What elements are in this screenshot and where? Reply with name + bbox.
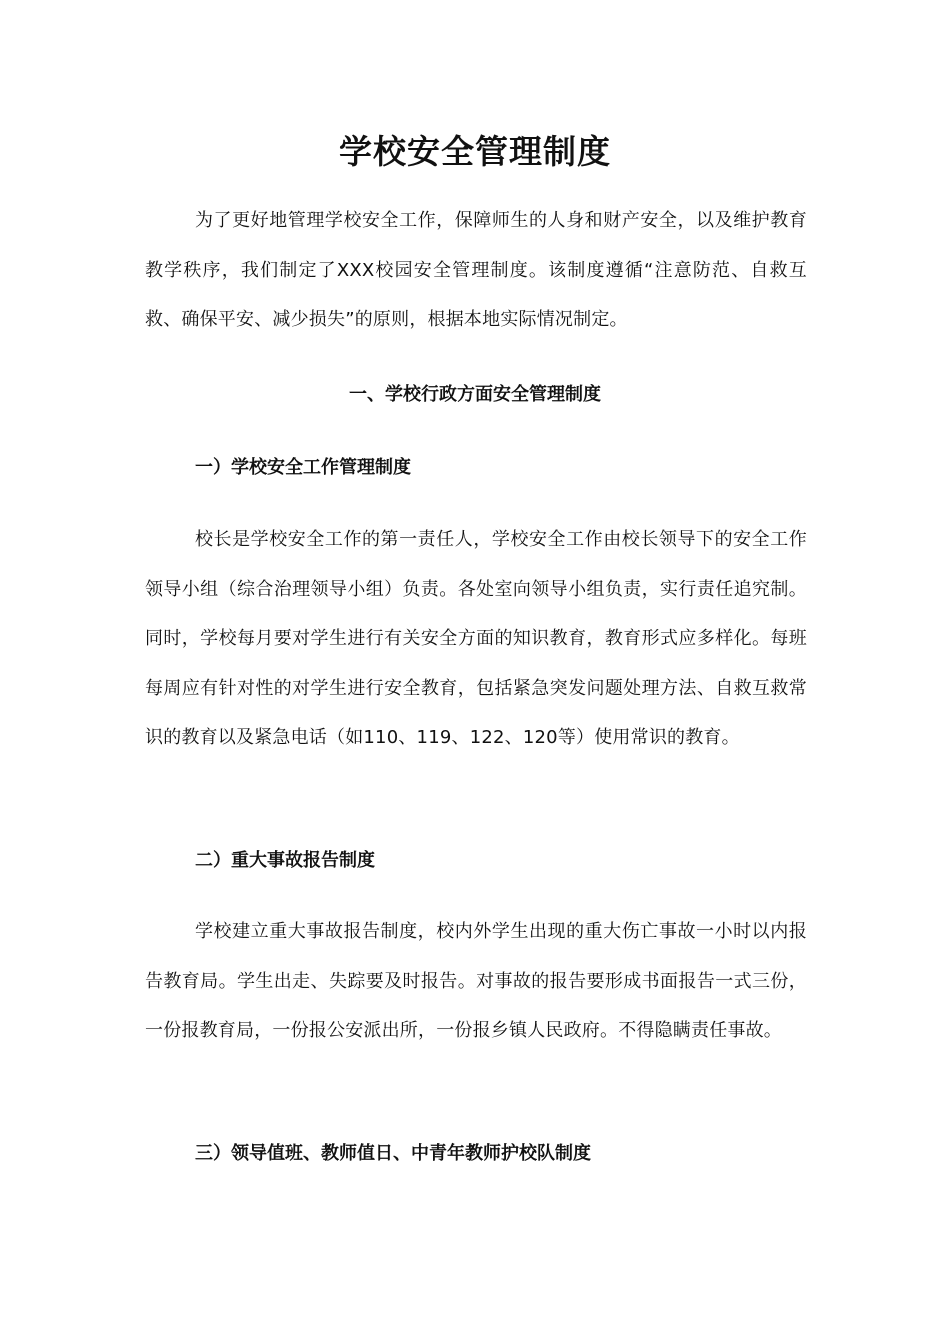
- subsection-heading-1: 一）学校安全工作管理制度: [195, 457, 411, 478]
- subsection-body-2: 学校建立重大事故报告制度，校内外学生出现的重大伤亡事故一小时以内报告教育局。学生出走、失踪要及时报告。对事故的报告要形成书面报告一式三份，一份报教育局，一份报公安派出所，一份报乡镇人民政府。不得隐瞒责任事故。: [145, 921, 807, 1041]
- section-heading: 一、学校行政方面安全管理制度: [349, 384, 601, 405]
- subsection-heading-2: 二）重大事故报告制度: [195, 850, 375, 871]
- document-title: 学校安全管理制度: [339, 132, 611, 171]
- subsection-body-1: 校长是学校安全工作的第一责任人，学校安全工作由校长领导下的安全工作领导小组（综合治理领导小组）负责。各处室向领导小组负责，实行责任追究制。同时，学校每月要对学生进行有关安全方面的知识教育，教育形式应多样化。每班每周应有针对性的对学生进行安全教育，包括紧急突发问题处理方法、自救互救常识的教育以及紧急电话（如110、119、122、120等）使用常识的教育。: [145, 529, 807, 748]
- subsection-heading-3: 三）领导值班、教师值日、中青年教师护校队制度: [195, 1143, 591, 1164]
- intro-paragraph: 为了更好地管理学校安全工作，保障师生的人身和财产安全，以及维护教育教学秩序，我们制定了XXX校园安全管理制度。该制度遵循“注意防范、自救互救、确保平安、减少损失”的原则，根据本地实际情况制定。: [145, 210, 807, 330]
